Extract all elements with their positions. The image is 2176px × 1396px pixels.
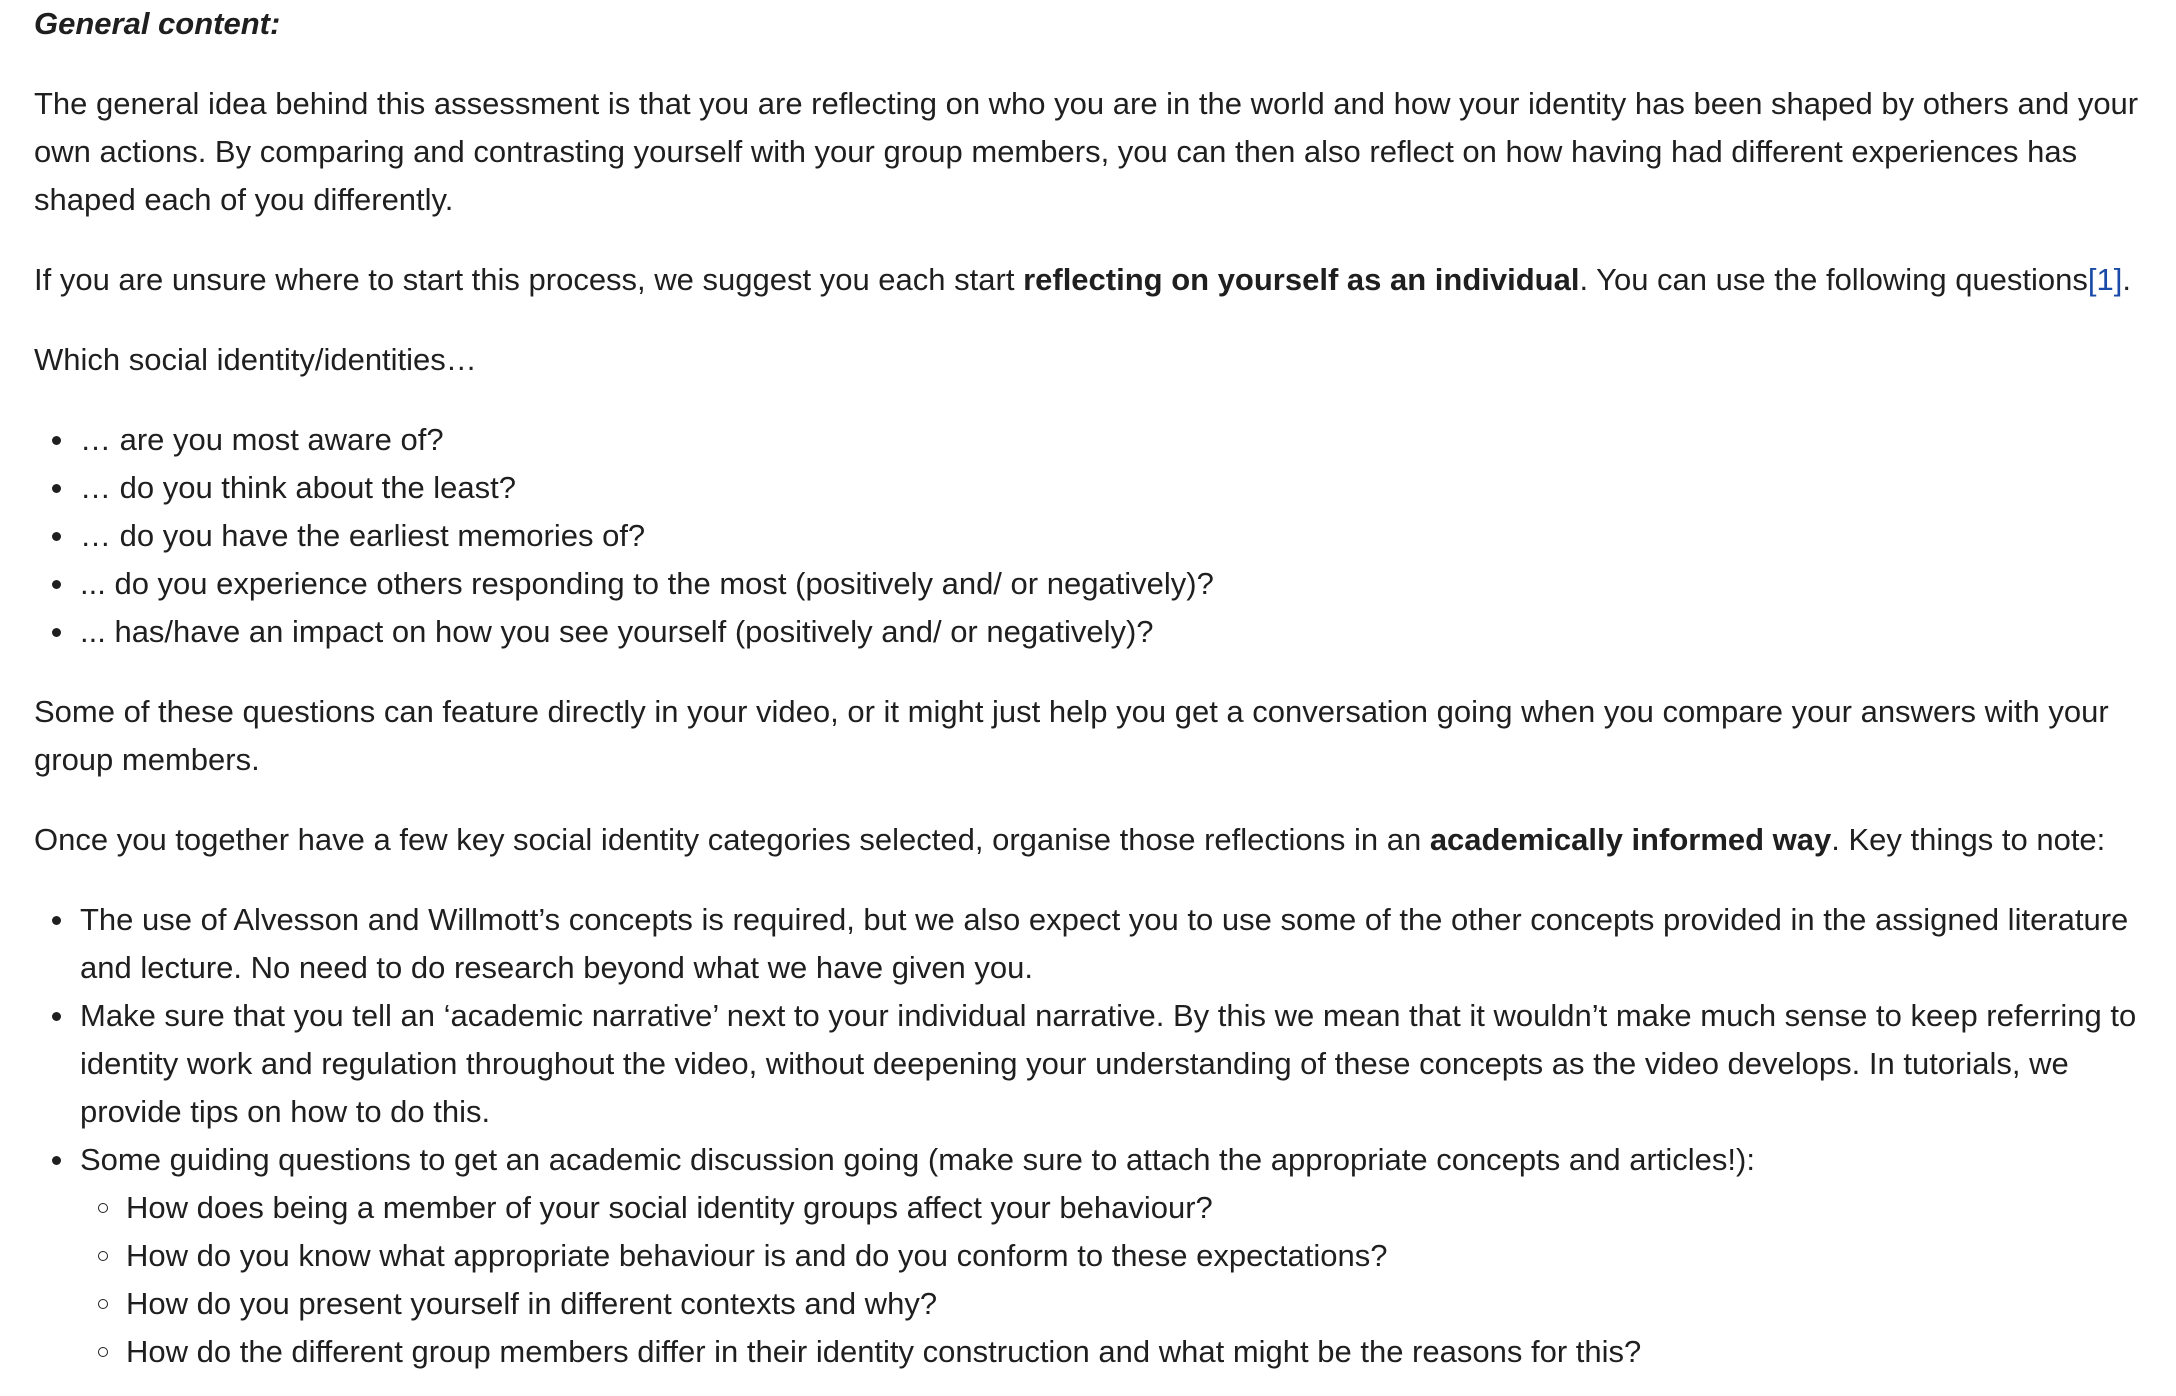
guiding-questions-intro: Some guiding questions to get an academic discussion going (make sure to attach the appropriate concepts and articles!): bbox=[80, 1142, 1755, 1177]
identity-questions-list bbox=[34, 416, 2142, 656]
guiding-questions-list bbox=[80, 1184, 2142, 1376]
academic-way-text-before: Once you together have a few key social identity categories selected, organise those reflections in an bbox=[34, 822, 1430, 857]
identities-lead-paragraph: Which social identity/identities… bbox=[34, 342, 477, 377]
video-conversation-paragraph: Some of these questions can feature directly in your video, or it might just help you get a conversation going when you compare your answers with your group members. bbox=[34, 694, 2109, 777]
academic-way-text-after: . Key things to note: bbox=[1831, 822, 2106, 857]
section-heading: General content: bbox=[34, 6, 281, 41]
start-process-text-end: . bbox=[2122, 262, 2131, 297]
list-item: How do you know what appropriate behaviour is and do you conform to these expectations? bbox=[126, 1232, 2142, 1280]
list-item: Make sure that you tell an ‘academic narrative’ next to your individual narrative. By this we mean that it wouldn’t make much sense to keep referring to identity work and regulation throughout the video, without deepening your understanding of these concepts as the video develops. In tutorials, we provide tips on how to do this. bbox=[80, 992, 2142, 1136]
start-process-text-before: If you are unsure where to start this process, we suggest you each start bbox=[34, 262, 1024, 297]
list-item: How do you present yourself in different contexts and why? bbox=[126, 1280, 2142, 1328]
list-item bbox=[80, 1136, 2142, 1376]
list-item: How do the different group members differ in their identity construction and what might be the reasons for this? bbox=[126, 1328, 2142, 1376]
start-process-emphasis: reflecting on yourself as an individual bbox=[1023, 262, 1580, 297]
academic-way-emphasis: academically informed way bbox=[1429, 822, 1832, 857]
list-item: ... has/have an impact on how you see yourself (positively and/ or negatively)? bbox=[80, 608, 2142, 656]
start-process-paragraph bbox=[34, 256, 2176, 304]
list-item: How does being a member of your social identity groups affect your behaviour? bbox=[126, 1184, 2142, 1232]
key-notes-list bbox=[34, 896, 2142, 1376]
start-process-text-after: . You can use the following questions bbox=[1579, 262, 2088, 297]
list-item: … do you think about the least? bbox=[80, 464, 2142, 512]
list-item: … are you most aware of? bbox=[80, 416, 2142, 464]
list-item: ... do you experience others responding to the most (positively and/ or negatively)? bbox=[80, 560, 2142, 608]
list-item: … do you have the earliest memories of? bbox=[80, 512, 2142, 560]
list-item: The use of Alvesson and Willmott’s concepts is required, but we also expect you to use some of the other concepts provided in the assigned literature and lecture. No need to do research beyond what we have given you. bbox=[80, 896, 2142, 992]
footnote-reference-link[interactable]: [1] bbox=[2087, 262, 2123, 297]
intro-paragraph: The general idea behind this assessment is that you are reflecting on who you are in the world and how your identity has been shaped by others and your own actions. By comparing and contrasting yourself with your group members, you can then also reflect on how having had different experiences has shaped each of you differently. bbox=[34, 86, 2139, 217]
academic-way-paragraph bbox=[34, 816, 2176, 864]
